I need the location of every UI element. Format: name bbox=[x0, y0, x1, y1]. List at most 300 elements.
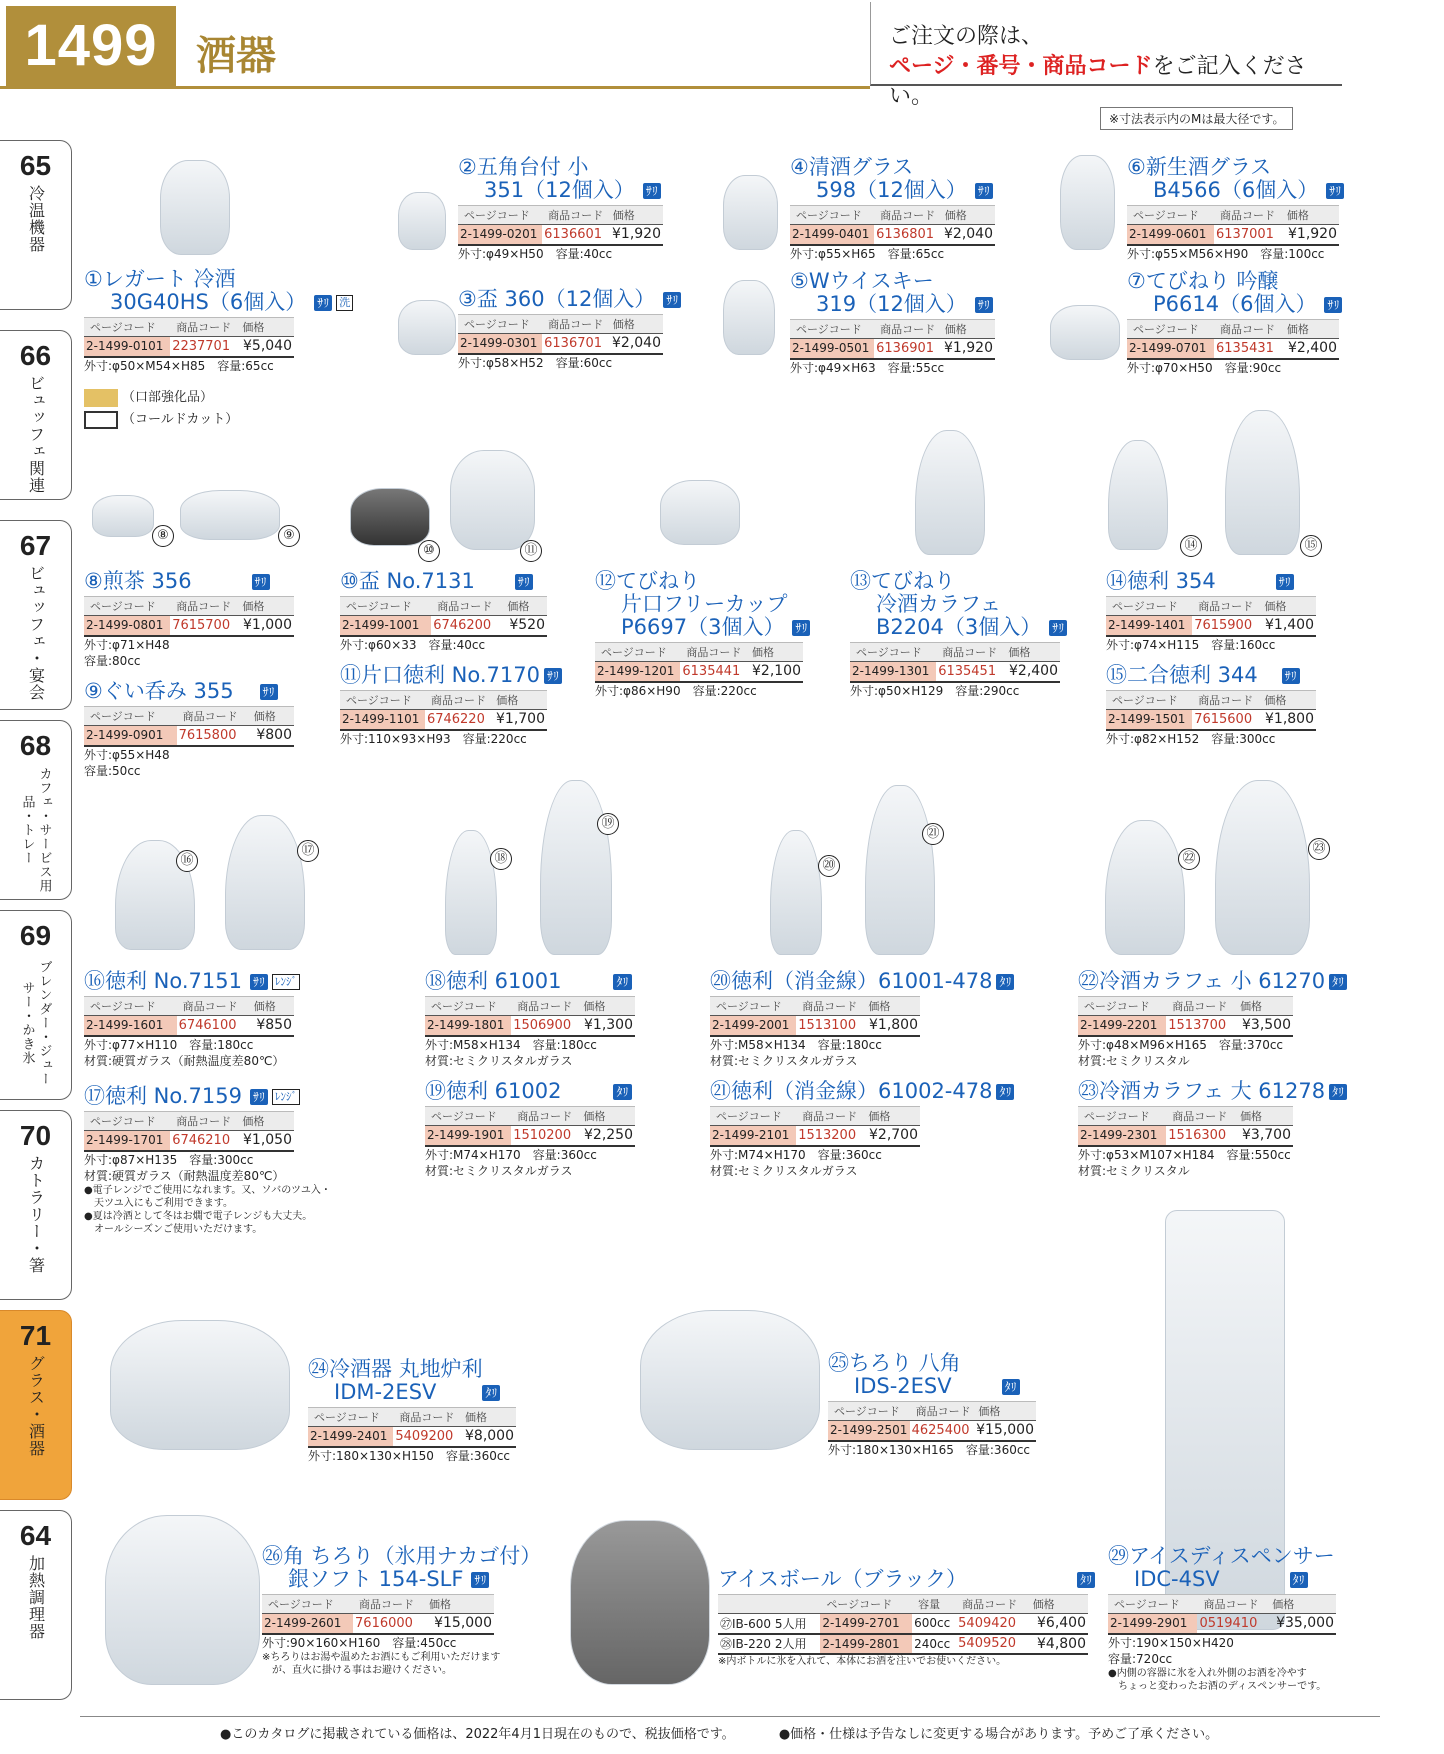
product-table bbox=[308, 1407, 516, 1448]
col-page-code: ページコード bbox=[84, 597, 170, 616]
page-code: 2-1499-1301 bbox=[850, 662, 936, 682]
image-label-22: ㉒ bbox=[1178, 848, 1200, 870]
price: ¥2,100 bbox=[746, 662, 803, 682]
product-title bbox=[1127, 156, 1339, 179]
product-table bbox=[340, 690, 547, 731]
page-number-box bbox=[6, 6, 176, 86]
product-name: 徳利 61001 bbox=[446, 969, 562, 993]
product-table bbox=[790, 319, 995, 360]
product-spec-2: 容量:50cc bbox=[84, 763, 141, 778]
product-image-20 bbox=[770, 830, 822, 955]
col-price: 価格 bbox=[248, 997, 294, 1016]
image-label-23: ㉓ bbox=[1308, 838, 1330, 860]
page-code: 2-1499-2001 bbox=[710, 1016, 796, 1036]
col-product-code: 商品コード bbox=[1166, 997, 1234, 1016]
product-image-18 bbox=[445, 830, 497, 955]
product-name: 盃 360（12個入） bbox=[476, 287, 656, 311]
page-code: 2-1499-2701 bbox=[820, 1614, 912, 1634]
col-price: 価格 bbox=[746, 643, 803, 662]
col-price: 価格 bbox=[607, 206, 663, 225]
tab-68[interactable] bbox=[0, 720, 72, 900]
product-image-10 bbox=[350, 488, 430, 546]
price: ¥1,800 bbox=[1258, 710, 1316, 730]
product-19 bbox=[425, 1080, 635, 1179]
col-price: 価格 bbox=[501, 597, 547, 616]
product-name: アイスボール（ブラック） bbox=[718, 1567, 968, 1591]
product-title bbox=[425, 1080, 635, 1103]
product-spec: 外寸:110×93×H93 容量:220cc bbox=[340, 731, 527, 746]
col-price: 価格 bbox=[939, 206, 995, 225]
product-name: 清酒グラス bbox=[808, 155, 914, 179]
product-spec: 外寸:φ87×H135 容量:300cc bbox=[84, 1152, 254, 1167]
product-spec: 外寸:φ55×H65 容量:65cc bbox=[790, 246, 945, 261]
product-code: 6136901 bbox=[874, 339, 939, 359]
product-name: てびねり bbox=[616, 569, 700, 593]
product-table bbox=[84, 596, 294, 637]
product-title-line2 bbox=[828, 1375, 1036, 1398]
product-4 bbox=[790, 156, 995, 262]
tab-71[interactable] bbox=[0, 1310, 72, 1500]
product-note: が、直火に掛ける事はお避けください。 bbox=[262, 1664, 452, 1676]
product-image-14 bbox=[1108, 440, 1168, 550]
price: ¥1,000 bbox=[236, 616, 294, 636]
product-spec-2: 材質:セミクリスタルガラス bbox=[710, 1053, 858, 1068]
page-code: 2-1499-0701 bbox=[1127, 339, 1214, 359]
col-price: 価格 bbox=[236, 1112, 294, 1131]
product-11 bbox=[340, 663, 559, 747]
col-page-code: ページコード bbox=[710, 1107, 796, 1126]
product-name: Wウイスキー bbox=[808, 269, 934, 293]
product-table bbox=[595, 642, 803, 683]
product-number: ㉘ bbox=[720, 1637, 733, 1651]
product-spec: 外寸:φ82×H152 容量:300cc bbox=[1106, 731, 1276, 746]
product-note: ●内側の容器に氷を入れ外側のお酒を冷やす bbox=[1108, 1667, 1307, 1679]
col-product-code: 商品コード bbox=[431, 597, 501, 616]
col-page-code: ページコード bbox=[425, 997, 511, 1016]
product-title bbox=[1078, 1079, 1345, 1103]
product-spec-2: 材質:セミクリスタルガラス bbox=[425, 1053, 573, 1068]
product-model: 351（12個入） bbox=[484, 178, 635, 202]
col-page-code: ページコード bbox=[710, 997, 796, 1016]
image-label-11: ⑪ bbox=[520, 540, 542, 562]
product-title-line3 bbox=[850, 615, 1065, 639]
col-page-code: ページコード bbox=[425, 1107, 511, 1126]
product-table bbox=[84, 706, 294, 747]
product-code: 1506900 bbox=[511, 1016, 577, 1036]
product-17 bbox=[84, 1084, 331, 1236]
product-title bbox=[84, 969, 297, 993]
product-code: 7616000 bbox=[353, 1614, 423, 1634]
product-model: B4566（6個入） bbox=[1153, 178, 1319, 202]
product-title bbox=[458, 156, 663, 179]
col-product-code: 商品コード bbox=[936, 643, 1002, 662]
price: ¥3,500 bbox=[1234, 1016, 1293, 1036]
price: ¥1,400 bbox=[1258, 616, 1316, 636]
product-spec: 外寸:φ70×H50 容量:90cc bbox=[1127, 360, 1282, 375]
sa-badge-icon: ｻﾘ bbox=[643, 183, 661, 199]
image-label-15: ⑮ bbox=[1300, 535, 1322, 557]
sa-badge-icon: ｻﾘ bbox=[1324, 297, 1342, 313]
tab-69[interactable] bbox=[0, 910, 72, 1100]
product-title bbox=[425, 970, 635, 993]
product-number: ⑪ bbox=[340, 663, 361, 687]
product-name: ぐい呑み 355 bbox=[102, 679, 234, 703]
product-spec-2: 材質:セミクリスタルガラス bbox=[710, 1163, 858, 1178]
ta-badge-icon: ﾀﾘ bbox=[996, 974, 1014, 990]
product-title-line2 bbox=[308, 1381, 516, 1404]
sa-badge-icon: ｻﾘ bbox=[260, 684, 278, 700]
product-9 bbox=[84, 680, 294, 779]
col-page-code: ページコード bbox=[84, 1112, 170, 1131]
product-image-17 bbox=[225, 815, 305, 950]
product-table bbox=[850, 642, 1060, 683]
product-name: 角 ちろり（氷用ナカゴ付） bbox=[283, 1544, 542, 1568]
product-code: 7615700 bbox=[170, 616, 236, 636]
col-price: 価格 bbox=[1002, 643, 1060, 662]
page-code: 2-1499-2401 bbox=[308, 1427, 393, 1447]
product-spec: 外寸:φ55×M56×H90 容量:100cc bbox=[1127, 246, 1325, 261]
col-product-code: 商品コード bbox=[393, 1408, 459, 1427]
col-price: 価格 bbox=[490, 691, 547, 710]
product-number: ⑧ bbox=[84, 569, 103, 593]
product-code: 5409420 bbox=[956, 1614, 1027, 1634]
product-number: ㉖ bbox=[262, 1544, 283, 1568]
footer-price-note: ●このカタログに掲載されている価格は、2022年4月1日現在のもので、税抜価格です。 bbox=[220, 1727, 735, 1742]
product-name: 徳利 354 bbox=[1127, 569, 1216, 593]
price: ¥2,040 bbox=[607, 334, 663, 354]
product-image-22 bbox=[1105, 820, 1185, 955]
col-page-code: ページコード bbox=[828, 1402, 910, 1421]
col-page-code: ページコード bbox=[1127, 206, 1214, 225]
col-page-code: ページコード bbox=[1106, 691, 1192, 710]
price: ¥1,300 bbox=[577, 1016, 635, 1036]
product-image-13 bbox=[915, 430, 985, 555]
product-name-line2: 冷酒カラフェ bbox=[876, 592, 1001, 616]
ta-badge-icon: ﾀﾘ bbox=[1329, 974, 1347, 990]
product-29 bbox=[1108, 1545, 1336, 1693]
product-model: IB-600 5人用 bbox=[732, 1616, 807, 1631]
header-rule bbox=[0, 86, 870, 89]
product-title bbox=[340, 570, 547, 593]
page-code: 2-1499-1001 bbox=[340, 616, 431, 636]
product-spec-2: 材質:セミクリスタル bbox=[1078, 1163, 1190, 1178]
product-image-24 bbox=[110, 1320, 290, 1450]
product-title bbox=[790, 156, 995, 179]
col-product-code: 商品コード bbox=[956, 1595, 1027, 1614]
col-price: 価格 bbox=[1258, 691, 1316, 710]
product-table bbox=[84, 1111, 294, 1152]
product-number: ⑯ bbox=[84, 969, 105, 993]
col-page-code: ページコード bbox=[84, 997, 177, 1016]
col-page-code: ページコード bbox=[458, 315, 542, 334]
col-price: 価格 bbox=[1234, 997, 1293, 1016]
product-table bbox=[425, 996, 635, 1037]
product-table bbox=[718, 1594, 1088, 1655]
category-title: 酒器 bbox=[196, 33, 276, 79]
product-image-8 bbox=[92, 495, 154, 537]
product-image-9 bbox=[180, 490, 280, 540]
col-product-code: 商品コード bbox=[177, 707, 248, 726]
product-name: 片口徳利 No.7170 bbox=[361, 663, 540, 687]
product-spec: 外寸:90×160×H160 容量:450cc bbox=[262, 1635, 457, 1650]
legend-cc-label: （コールドカット） bbox=[122, 412, 239, 427]
product-number: ⑬ bbox=[850, 569, 871, 593]
product-note: オールシーズンご使用いただけます。 bbox=[84, 1223, 263, 1235]
product-code: 7615800 bbox=[177, 726, 248, 746]
col-page-code: ページコード bbox=[262, 1595, 353, 1614]
product-image-19 bbox=[540, 780, 612, 955]
col-price: 価格 bbox=[972, 1402, 1036, 1421]
product-code: 6136801 bbox=[874, 225, 939, 245]
product-name: レガート 冷酒 bbox=[102, 267, 236, 291]
product-name: ちろり 八角 bbox=[849, 1351, 961, 1375]
product-code: 6746200 bbox=[431, 616, 501, 636]
col-product-code: 商品コード bbox=[170, 318, 236, 337]
product-spec: 外寸:φ58×H52 容量:60cc bbox=[458, 355, 613, 370]
sa-badge-icon: ｻﾘ bbox=[1326, 183, 1344, 199]
page-code: 2-1499-2201 bbox=[1078, 1016, 1166, 1036]
product-number: ⑤ bbox=[790, 269, 809, 293]
product-spec: 外寸:φ49×H63 容量:55cc bbox=[790, 360, 945, 375]
product-name: 盃 No.7131 bbox=[358, 569, 475, 593]
price: ¥5,040 bbox=[236, 337, 294, 357]
image-label-8: ⑧ bbox=[152, 525, 174, 547]
product-title bbox=[262, 1544, 542, 1568]
page-code: 2-1499-1901 bbox=[425, 1126, 511, 1146]
col-page-code: ページコード bbox=[84, 707, 177, 726]
product-spec: 外寸:φ50×H129 容量:290cc bbox=[850, 683, 1020, 698]
ta-badge-icon: ﾀﾘ bbox=[613, 1084, 631, 1100]
product-26 bbox=[262, 1544, 542, 1677]
microwave-badge-icon: ﾚﾝｼﾞ bbox=[272, 974, 300, 990]
col-page-code: ページコード bbox=[1127, 320, 1214, 339]
product-code: 1513200 bbox=[796, 1126, 862, 1146]
col-price: 価格 bbox=[1266, 1595, 1336, 1614]
legend-hs bbox=[84, 387, 238, 409]
product-spec: 外寸:φ49×H50 容量:40cc bbox=[458, 246, 613, 261]
product-note: ●電子レンジでご使用になれます。又、ソバのツユ入・ bbox=[84, 1184, 331, 1196]
product-spec: 外寸:φ71×H48 bbox=[84, 637, 170, 652]
image-label-17: ⑰ bbox=[297, 840, 319, 862]
product-table bbox=[458, 205, 663, 246]
product-10 bbox=[340, 570, 547, 653]
col-product-code: 商品コード bbox=[542, 315, 607, 334]
tab-65[interactable] bbox=[0, 140, 72, 310]
product-spec-2: 材質:セミクリスタル bbox=[1078, 1053, 1190, 1068]
ta-badge-icon: ﾀﾘ bbox=[1329, 1084, 1347, 1100]
product-title bbox=[1127, 270, 1339, 293]
page-code: 2-1499-1801 bbox=[425, 1016, 511, 1036]
product-title-line2 bbox=[1108, 1568, 1336, 1591]
tab-label: カフェ・サービス用品・トレー bbox=[19, 767, 52, 893]
product-number: ⑳ bbox=[710, 969, 731, 993]
col-page-code: ページコード bbox=[308, 1408, 393, 1427]
product-name: 五角台付 小 bbox=[476, 155, 589, 179]
order-note-rest: をご記入ください。 bbox=[889, 54, 1307, 109]
price: ¥1,920 bbox=[607, 225, 663, 245]
col-page-code: ページコード bbox=[790, 320, 874, 339]
sa-badge-icon: ｻﾘ bbox=[975, 183, 993, 199]
product-image-3 bbox=[398, 300, 456, 355]
product-name: 二合徳利 344 bbox=[1127, 663, 1258, 687]
page-code: 2-1499-2301 bbox=[1078, 1126, 1166, 1146]
product-title bbox=[595, 570, 803, 593]
price: ¥1,920 bbox=[1281, 225, 1339, 245]
image-label-21: ㉑ bbox=[922, 823, 944, 845]
product-code: 5409520 bbox=[956, 1634, 1027, 1654]
product-spec: 外寸:φ48×M96×H165 容量:370cc bbox=[1078, 1037, 1284, 1052]
col-price: 価格 bbox=[607, 315, 663, 334]
col-page-code: ページコード bbox=[820, 1595, 912, 1614]
product-code: 7615900 bbox=[1192, 616, 1258, 636]
product-spec-2: 容量:720cc bbox=[1108, 1651, 1173, 1666]
price: ¥800 bbox=[248, 726, 294, 746]
tab-number: 70 bbox=[19, 1120, 52, 1151]
price: ¥3,700 bbox=[1234, 1126, 1293, 1146]
product-spec: 外寸:φ53×M107×H184 容量:550cc bbox=[1078, 1147, 1291, 1162]
col-page-code: ページコード bbox=[595, 643, 680, 662]
col-product-code: 商品コード bbox=[1166, 1107, 1234, 1126]
page-code: 2-1499-0101 bbox=[84, 337, 170, 357]
col-price: 価格 bbox=[862, 997, 920, 1016]
product-image-6 bbox=[1060, 155, 1115, 250]
tab-67[interactable] bbox=[0, 520, 72, 710]
price: ¥35,000 bbox=[1266, 1614, 1336, 1634]
product-table bbox=[710, 1106, 920, 1147]
product-20 bbox=[710, 969, 1012, 1069]
tab-70[interactable] bbox=[0, 1110, 72, 1300]
product-table bbox=[1078, 1106, 1293, 1147]
product-note: 天ツユ入にもご利用できます。 bbox=[84, 1197, 233, 1209]
sa-badge-icon: ｻﾘ bbox=[250, 1089, 268, 1105]
product-table bbox=[1106, 596, 1316, 637]
product-table bbox=[1127, 319, 1339, 360]
product-table bbox=[84, 317, 294, 358]
product-name: 徳利（消金線）61001-478 bbox=[731, 969, 993, 993]
tab-label: 加熱調理器 bbox=[26, 1555, 46, 1640]
product-code: 0519410 bbox=[1197, 1614, 1266, 1634]
price: ¥850 bbox=[248, 1016, 294, 1036]
product-table bbox=[458, 314, 663, 355]
col-capacity: 容量 bbox=[912, 1595, 956, 1614]
col-price: 価格 bbox=[1281, 206, 1339, 225]
product-7 bbox=[1127, 270, 1339, 376]
product-code: 4625400 bbox=[910, 1421, 973, 1441]
col-page-code: ページコード bbox=[340, 691, 425, 710]
product-model: 598（12個入） bbox=[816, 178, 967, 202]
ta-badge-icon: ﾀﾘ bbox=[1002, 1379, 1020, 1395]
tab-number: 71 bbox=[19, 1320, 52, 1351]
ta-badge-icon: ﾀﾘ bbox=[1290, 1572, 1308, 1588]
page-code: 2-1499-0601 bbox=[1127, 225, 1214, 245]
product-title bbox=[1108, 1545, 1336, 1568]
page-code: 2-1499-1501 bbox=[1106, 710, 1192, 730]
product-image-1 bbox=[160, 160, 230, 255]
product-image-11 bbox=[450, 450, 535, 550]
tab-number: 69 bbox=[19, 920, 52, 951]
image-label-19: ⑲ bbox=[597, 813, 619, 835]
price: ¥1,050 bbox=[236, 1131, 294, 1151]
order-note-emphasis: ページ・番号・商品コード bbox=[889, 54, 1153, 79]
price: ¥2,040 bbox=[939, 225, 995, 245]
product-model: IDC-4SV bbox=[1134, 1567, 1220, 1591]
product-code: 5409200 bbox=[393, 1427, 459, 1447]
product-spec: 外寸:190×150×H420 bbox=[1108, 1635, 1234, 1650]
product-spec: 外寸:φ77×H110 容量:180cc bbox=[84, 1037, 254, 1052]
order-note-line2 bbox=[889, 52, 1342, 112]
microwave-badge-icon: ﾚﾝｼﾞ bbox=[272, 1089, 300, 1105]
product-number: ⑨ bbox=[84, 679, 103, 703]
page-code: 2-1499-2801 bbox=[820, 1634, 912, 1654]
col-price: 価格 bbox=[236, 597, 294, 616]
col-price: 価格 bbox=[423, 1595, 494, 1614]
tab-label: カトラリー・箸 bbox=[26, 1155, 46, 1274]
product-24 bbox=[308, 1358, 516, 1464]
cc-mark-icon bbox=[84, 411, 118, 429]
product-number: ⑫ bbox=[595, 569, 616, 593]
product-title bbox=[458, 287, 679, 311]
col-price: 価格 bbox=[1027, 1595, 1088, 1614]
sa-badge-icon: ｻﾘ bbox=[250, 974, 268, 990]
product-name: 冷酒カラフェ 大 61278 bbox=[1099, 1079, 1326, 1103]
col-product-code: 商品コード bbox=[1192, 597, 1258, 616]
product-spec: 外寸:φ60×33 容量:40cc bbox=[340, 637, 486, 652]
tab-label: グラス・酒器 bbox=[26, 1355, 46, 1457]
product-number: ⑩ bbox=[340, 569, 359, 593]
product-1 bbox=[84, 267, 351, 374]
tab-64[interactable] bbox=[0, 1510, 72, 1700]
product-name: 冷酒器 丸地炉利 bbox=[329, 1357, 483, 1381]
product-21 bbox=[710, 1079, 1012, 1179]
tab-label: ビュッフェ関連 bbox=[26, 375, 46, 494]
tab-66[interactable] bbox=[0, 330, 72, 500]
price: ¥1,920 bbox=[939, 339, 995, 359]
product-6 bbox=[1127, 155, 1342, 262]
page-code: 2-1499-1401 bbox=[1106, 616, 1192, 636]
product-number: ㉒ bbox=[1078, 969, 1099, 993]
col-page-code: ページコード bbox=[850, 643, 936, 662]
product-number: ㉕ bbox=[828, 1351, 849, 1375]
page-number: 1499 bbox=[24, 13, 158, 78]
col-page-code: ページコード bbox=[790, 206, 874, 225]
product-15 bbox=[1106, 664, 1316, 747]
product-8 bbox=[84, 570, 294, 669]
page-code: 2-1499-1701 bbox=[84, 1131, 170, 1151]
capacity: 600cc bbox=[912, 1614, 956, 1634]
product-title bbox=[828, 1352, 1036, 1375]
product-model: IB-220 2人用 bbox=[732, 1637, 807, 1651]
product-name: 徳利 No.7151 bbox=[105, 969, 242, 993]
product-image-25 bbox=[640, 1310, 820, 1450]
col-product-code: 商品コード bbox=[542, 206, 607, 225]
price: ¥6,400 bbox=[1027, 1614, 1088, 1634]
legend-cc bbox=[84, 409, 238, 431]
model bbox=[718, 1634, 820, 1654]
col-price: 価格 bbox=[248, 707, 294, 726]
hs-mark-icon bbox=[84, 389, 118, 407]
price: ¥15,000 bbox=[972, 1421, 1036, 1441]
product-number: ⑱ bbox=[425, 969, 446, 993]
product-14 bbox=[1106, 570, 1316, 653]
product-16 bbox=[84, 969, 297, 1069]
product-27-28 bbox=[718, 1567, 1093, 1669]
product-number: ④ bbox=[790, 155, 809, 179]
col-page-code: ページコード bbox=[458, 206, 542, 225]
product-spec-2: 材質:セミクリスタルガラス bbox=[425, 1163, 573, 1178]
product-code: 1513700 bbox=[1166, 1016, 1234, 1036]
product-code: 1510200 bbox=[511, 1126, 577, 1146]
col-product-code: 商品コード bbox=[796, 997, 862, 1016]
